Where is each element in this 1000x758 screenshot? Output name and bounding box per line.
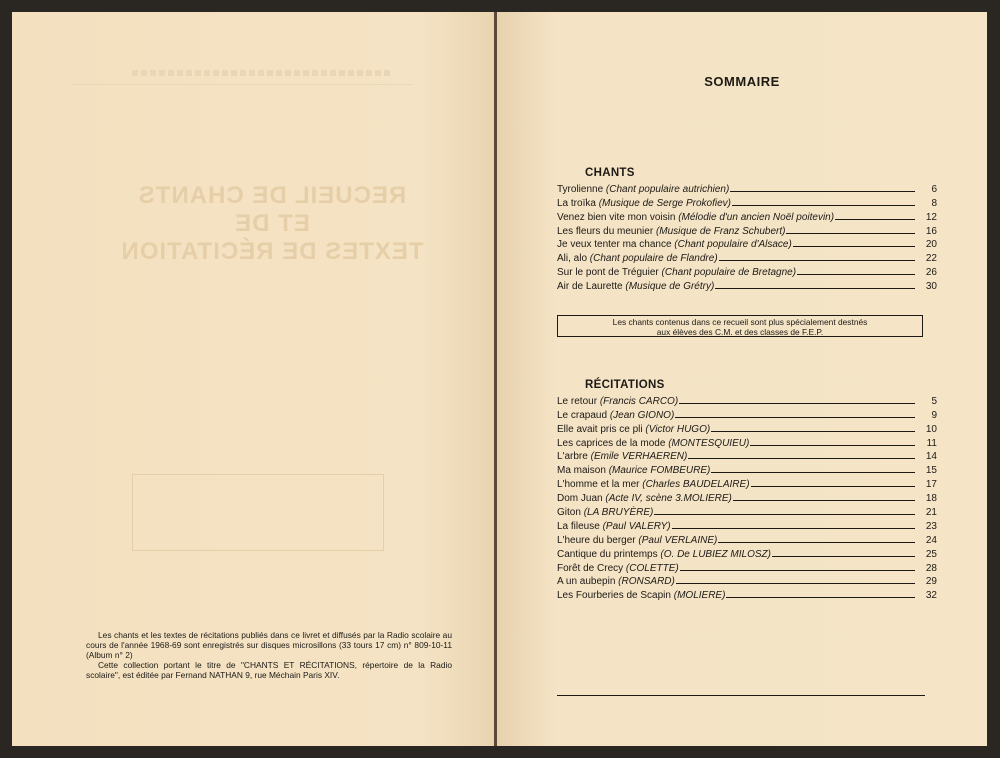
toc-title-text: Le retour (557, 395, 598, 407)
toc-page-number: 32 (925, 590, 937, 602)
toc-entry-title (557, 198, 731, 209)
toc-leader-line (719, 260, 915, 261)
toc-leader-line (711, 431, 915, 432)
toc-entry-detail: (Chant populaire de Flandre) (589, 253, 718, 265)
toc-leader-line (786, 233, 915, 234)
toc-entry-detail: (Paul VALERY) (602, 520, 671, 532)
toc-entry-detail: (Francis CARCO) (599, 395, 679, 407)
toc-entry-title (557, 493, 732, 504)
toc-entry-detail: (O. De LUBIEZ MILOSZ) (660, 548, 771, 560)
toc-leader-line (715, 288, 915, 289)
toc-page-number: 14 (925, 451, 937, 463)
toc-entry (557, 195, 937, 209)
toc-entry (557, 421, 937, 435)
page-title: SOMMAIRE (704, 74, 780, 89)
toc-page-number: 11 (926, 437, 937, 449)
toc-page-number: 28 (925, 562, 937, 574)
toc-entry-title (557, 410, 674, 421)
toc-entry-title (557, 253, 718, 264)
toc-entry-title (557, 590, 725, 601)
toc-entry-detail: (Victor HUGO) (645, 423, 711, 435)
toc-page-number: 18 (925, 493, 937, 505)
toc-entry-title (557, 239, 792, 250)
toc-page-number: 22 (925, 253, 937, 265)
toc-entry (557, 449, 937, 463)
toc-leader-line (679, 403, 915, 404)
left-page (12, 12, 495, 746)
toc-entry (557, 181, 937, 195)
toc-page-number: 16 (925, 225, 937, 237)
show-through-rule (72, 84, 412, 85)
toc-title-text: L'arbre (557, 451, 588, 463)
toc-title-text: A un aubepin (557, 576, 616, 588)
toc-entry-title (557, 424, 710, 435)
toc-title-text: La fileuse (557, 520, 600, 532)
toc-title-text: Les fleurs du meunier (557, 225, 654, 237)
toc-leader-line (726, 597, 915, 598)
toc-title-text: Les Fourberies de Scapin (557, 590, 671, 602)
toc-entry (557, 546, 937, 560)
toc-title-text: Le crapaud (557, 409, 608, 421)
toc-title-text: Elle avait pris ce pli (557, 423, 643, 435)
toc-title-text: Les caprices de la mode (557, 437, 666, 449)
toc-entry-title (557, 396, 678, 407)
toc-entry-title (557, 212, 834, 223)
show-through-title: RECUEIL DE CHANTS ET DE TEXTES DE RÉCITATION (120, 182, 424, 265)
toc-entry (557, 490, 937, 504)
toc-entry-title (557, 184, 729, 195)
toc-title-text: Giton (557, 507, 581, 519)
toc-leader-line (750, 445, 915, 446)
toc-leader-line (676, 583, 915, 584)
toc-page-number: 23 (925, 520, 937, 532)
toc-entry (557, 264, 937, 278)
toc-entry-title (557, 563, 679, 574)
show-through-text (82, 342, 462, 446)
toc-entry (557, 504, 937, 518)
toc-entry-detail: (Charles BAUDELAIRE) (642, 479, 750, 491)
show-through-box (132, 474, 384, 551)
toc-page-number: 17 (925, 479, 937, 491)
toc-title-text: Ma maison (557, 465, 606, 477)
toc-title-text: Venez bien vite mon voisin (557, 211, 676, 223)
toc-entry (557, 532, 937, 546)
toc-leader-line (730, 191, 915, 192)
colophon (86, 630, 452, 680)
toc-entry-detail: (Chant populaire autrichien) (605, 183, 730, 195)
toc-leader-line (672, 528, 915, 529)
section-heading-recitations: RÉCITATIONS (585, 379, 665, 391)
toc-page-number: 9 (931, 409, 937, 421)
toc-entry (557, 278, 937, 292)
toc-title-text: L'homme et la mer (557, 479, 640, 491)
toc-entry-detail: (Chant populaire d'Alsace) (674, 239, 792, 251)
toc-entry-detail: (Maurice FOMBEURE) (608, 465, 711, 477)
toc-leader-line (654, 514, 915, 515)
toc-entry (557, 587, 937, 601)
toc-title-text: Sur le pont de Tréguier (557, 267, 659, 279)
toc-title-text: Air de Laurette (557, 281, 623, 293)
toc-title-text: Je veux tenter ma chance (557, 239, 672, 251)
toc-leader-line (711, 472, 915, 473)
toc-recitations-list (557, 393, 937, 601)
toc-entry-detail: (Jean GIONO) (609, 409, 675, 421)
toc-title-text: Dom Juan (557, 493, 603, 505)
toc-entry (557, 462, 937, 476)
toc-entry (557, 223, 937, 237)
toc-title-text: Ali, alo (557, 253, 588, 265)
toc-entry (557, 237, 937, 251)
toc-page-number: 24 (925, 534, 937, 546)
colophon-paragraph: Cette collection portant le titre de "CHANTS ET RÉCITATIONS, répertoire de la Radio scolaire", est éditée par Fernand NATHAN 9, rue Méchain Paris XIV. (86, 660, 452, 680)
toc-page-number: 29 (925, 576, 937, 588)
toc-page-number: 12 (925, 211, 937, 223)
toc-entry-title (557, 535, 717, 546)
toc-page-number: 30 (925, 281, 937, 293)
toc-entry-detail: (Chant populaire de Bretagne) (661, 267, 797, 279)
toc-entry (557, 518, 937, 532)
toc-title-text: Forêt de Crecy (557, 562, 624, 574)
toc-entry-detail: (LA BRUYÈRE) (583, 507, 654, 519)
toc-entry-detail: (MONTESQUIEU) (668, 437, 750, 449)
toc-entry (557, 407, 937, 421)
show-through-header (132, 70, 392, 76)
toc-entry-title (557, 226, 785, 237)
toc-entry-detail: (Emile VERHAEREN) (590, 451, 688, 463)
toc-leader-line (772, 556, 915, 557)
toc-entry-title (557, 451, 687, 462)
toc-title-text: L'heure du berger (557, 534, 636, 546)
section-heading-chants: CHANTS (585, 167, 635, 179)
toc-entry (557, 393, 937, 407)
toc-entry-detail: (Musique de Franz Schubert) (655, 225, 786, 237)
toc-entry-title (557, 267, 796, 278)
toc-entry-detail: (Paul VERLAINE) (638, 534, 718, 546)
toc-page-number: 20 (925, 239, 937, 251)
toc-page-number: 26 (925, 267, 937, 279)
toc-entry-title (557, 465, 710, 476)
toc-page-number: 25 (925, 548, 937, 560)
toc-leader-line (793, 246, 915, 247)
toc-leader-line (733, 500, 915, 501)
toc-leader-line (675, 417, 915, 418)
toc-chants-list (557, 181, 937, 292)
toc-leader-line (835, 219, 915, 220)
toc-entry-detail: (Mélodie d'un ancien Noël poitevin) (678, 211, 835, 223)
toc-entry (557, 574, 937, 588)
toc-entry-title (557, 507, 653, 518)
toc-leader-line (688, 458, 915, 459)
toc-entry-detail: (Musique de Serge Prokofiev) (598, 197, 731, 209)
toc-leader-line (797, 274, 915, 275)
bottom-rule (557, 695, 925, 696)
toc-entry-detail: (MOLIERE) (673, 590, 726, 602)
toc-title-text: Tyrolienne (557, 183, 604, 195)
toc-entry (557, 250, 937, 264)
toc-leader-line (718, 542, 915, 543)
toc-entry-title (557, 521, 671, 532)
toc-entry-title (557, 438, 749, 449)
toc-entry-title (557, 479, 750, 490)
toc-page-number: 5 (931, 395, 937, 407)
toc-entry-detail: (COLETTE) (625, 562, 679, 574)
toc-entry-detail: (Acte IV, scène 3.MOLIERE) (605, 493, 732, 505)
toc-page-number: 10 (925, 423, 937, 435)
toc-entry-detail: (Musique de Grétry) (625, 281, 715, 293)
note-line: Les chants contenus dans ce recueil sont plus spécialement destnés (612, 317, 868, 327)
toc-page-number: 15 (925, 465, 937, 477)
toc-leader-line (751, 486, 915, 487)
toc-page-number: 8 (931, 197, 937, 209)
toc-leader-line (680, 570, 915, 571)
colophon-paragraph: Les chants et les textes de récitations publiés dans ce livret et diffusés par la Radio scolaire au cours de l'année 1968-69 sont enregistrés sur disques microsillons (33 tours 17 cm) n° 809-10-11 (Album n° 2) (86, 630, 452, 660)
toc-entry (557, 476, 937, 490)
toc-entry (557, 560, 937, 574)
toc-page-number: 21 (925, 507, 937, 519)
toc-leader-line (732, 205, 915, 206)
toc-entry-title (557, 549, 771, 560)
toc-entry-title (557, 576, 675, 587)
note-line: aux élèves des C.M. et des classes de F.E.P. (656, 327, 824, 337)
toc-entry (557, 435, 937, 449)
toc-entry-title (557, 281, 714, 292)
toc-title-text: Cantique du printemps (557, 548, 658, 560)
toc-page-number: 6 (931, 183, 937, 195)
right-page (497, 12, 987, 746)
note-box (557, 315, 923, 337)
toc-entry (557, 209, 937, 223)
toc-title-text: La troïka (557, 197, 596, 209)
toc-entry-detail: (RONSARD) (618, 576, 675, 588)
